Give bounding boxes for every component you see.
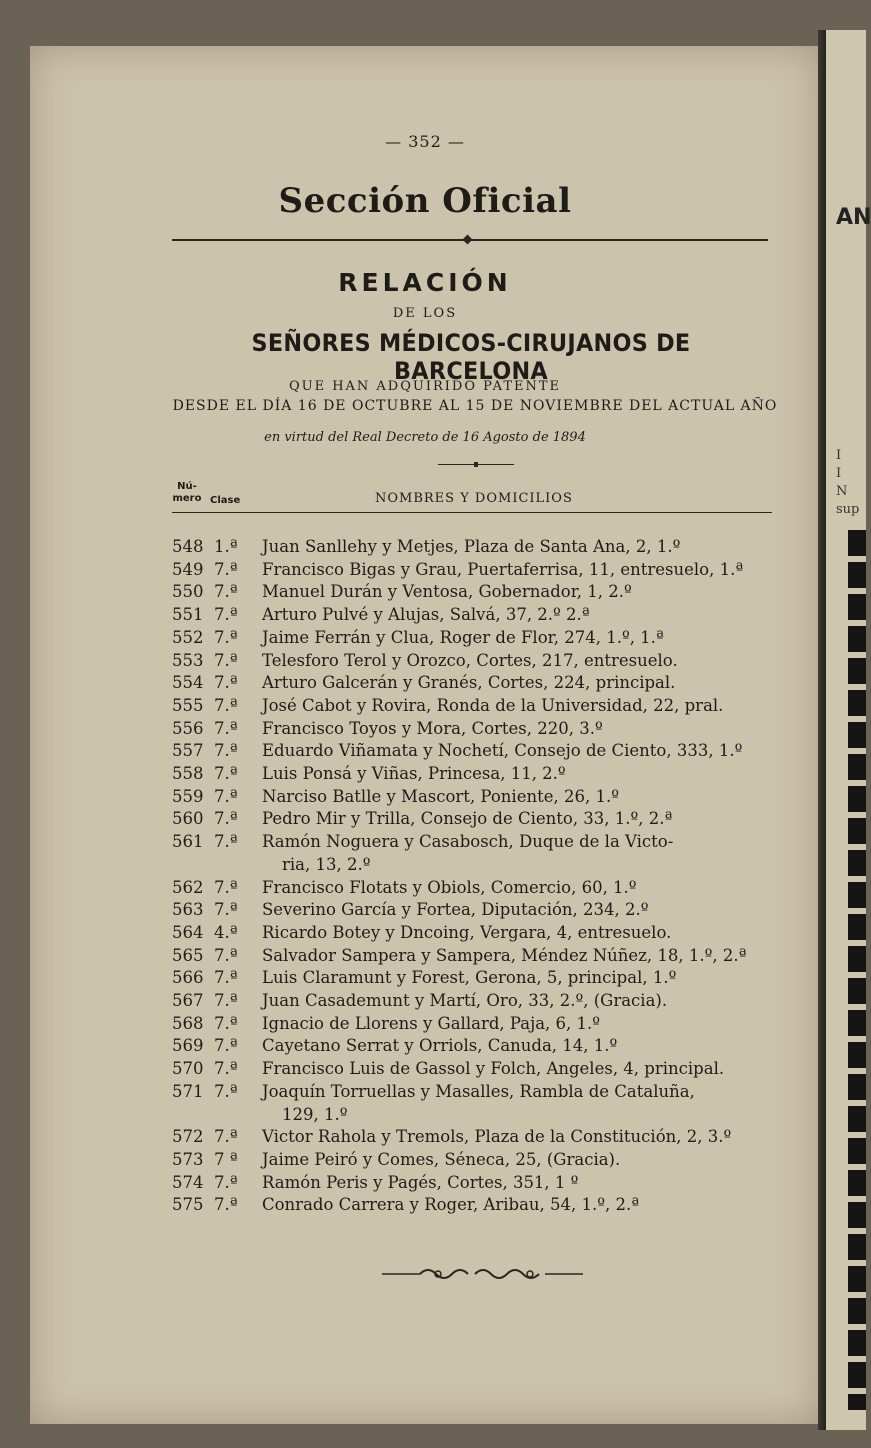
list-item bbox=[170, 1126, 795, 1149]
entry-text bbox=[262, 1149, 795, 1172]
entry-name-address: Francisco Bigas y Grau, Puertaferrisa, 11, entresuelo, 1.ª bbox=[262, 559, 744, 579]
entry-class: 7.ª bbox=[214, 1059, 238, 1079]
document-page bbox=[30, 46, 820, 1424]
entry-class: 7.ª bbox=[214, 695, 238, 715]
entry-class: 7.ª bbox=[214, 809, 238, 829]
entry-number: 564 bbox=[172, 922, 204, 942]
entry-name-address: Francisco Luis de Gassol y Folch, Angeles, 4, principal. bbox=[262, 1059, 725, 1079]
entry-number: 561 bbox=[172, 832, 204, 852]
entry-number: 559 bbox=[172, 786, 204, 806]
list-item bbox=[170, 650, 795, 673]
entry-class: 7.ª bbox=[214, 741, 238, 761]
entry-number: 575 bbox=[172, 1195, 204, 1215]
entry-class: 7.ª bbox=[214, 1081, 238, 1101]
entry-name-address: Jaime Ferrán y Clua, Roger de Flor, 274, 1.º, 1.ª bbox=[262, 627, 664, 647]
entry-name-address: Juan Casademunt y Martí, Oro, 33, 2.º, (Gracia). bbox=[262, 991, 668, 1011]
entry-text bbox=[262, 1172, 795, 1195]
list-item bbox=[170, 559, 795, 582]
entry-name-address: Ricardo Botey y Dncoing, Vergara, 4, entresuelo. bbox=[262, 922, 672, 942]
entry-class: 7.ª bbox=[214, 582, 238, 602]
list-item bbox=[170, 581, 795, 604]
entry-name-address: Pedro Mir y Trilla, Consejo de Ciento, 33, 1.º, 2.ª bbox=[262, 809, 673, 829]
list-item bbox=[170, 1013, 795, 1036]
list-item bbox=[170, 1194, 795, 1217]
entry-text bbox=[262, 627, 795, 650]
list-item bbox=[170, 536, 795, 559]
list-item bbox=[170, 808, 795, 831]
entry-name-address: Severino García y Fortea, Diputación, 234, 2.º bbox=[262, 900, 649, 920]
list-item bbox=[170, 967, 795, 990]
entry-text bbox=[262, 990, 795, 1013]
entry-class: 7.ª bbox=[214, 605, 238, 625]
short-rule bbox=[438, 464, 514, 465]
next-page-fragment-3: N bbox=[836, 484, 848, 499]
entry-number: 551 bbox=[172, 605, 204, 625]
entry-class: 7.ª bbox=[214, 877, 238, 897]
entry-class: 7 ª bbox=[214, 1149, 238, 1169]
entry-text bbox=[262, 808, 795, 831]
entry-name-address: José Cabot y Rovira, Ronda de la Universidad, 22, pral. bbox=[262, 695, 724, 715]
entry-text bbox=[262, 695, 795, 718]
entry-number: 548 bbox=[172, 537, 204, 556]
header-numero-1: Nú- bbox=[177, 481, 197, 492]
entry-number: 563 bbox=[172, 900, 204, 920]
entry-text bbox=[262, 877, 795, 900]
entry-name-address: Victor Rahola y Tremols, Plaza de la Constitución, 2, 3.º bbox=[262, 1127, 732, 1147]
list-item bbox=[170, 786, 795, 809]
entry-text bbox=[262, 1035, 795, 1058]
entry-class: 7.ª bbox=[214, 764, 238, 784]
list-item bbox=[170, 695, 795, 718]
list-item bbox=[170, 763, 795, 786]
entry-name-address: Ramón Peris y Pagés, Cortes, 351, 1 º bbox=[262, 1172, 579, 1192]
next-page-fragment-0: AN bbox=[836, 205, 871, 230]
list-item bbox=[170, 877, 795, 900]
entry-class: 7.ª bbox=[214, 1036, 238, 1056]
entry-text bbox=[262, 672, 795, 695]
entry-name-address: Ramón Noguera y Casabosch, Duque de la Victo- bbox=[262, 832, 674, 852]
entry-class: 7.ª bbox=[214, 1127, 238, 1147]
entry-class: 1.ª bbox=[214, 537, 238, 556]
entry-name-address: Narciso Batlle y Mascort, Poniente, 26, 1.º bbox=[262, 786, 619, 806]
entry-number: 558 bbox=[172, 764, 204, 784]
subtitle-2: DESDE EL DÍA 16 DE OCTUBRE AL 15 DE NOVIEMBRE DEL ACTUAL AÑO bbox=[172, 398, 778, 414]
entry-number: 568 bbox=[172, 1013, 204, 1033]
entry-class: 7.ª bbox=[214, 832, 238, 852]
rule-ornament bbox=[463, 235, 473, 245]
list-item bbox=[170, 831, 795, 876]
entry-text bbox=[262, 967, 795, 990]
entry-continuation: 129, 1.º bbox=[282, 1104, 348, 1124]
next-page-dark-border bbox=[848, 530, 866, 1410]
entry-class: 7.ª bbox=[214, 650, 238, 670]
header-numero bbox=[172, 481, 202, 505]
next-page-fragment-1: I bbox=[836, 448, 842, 463]
next-page-edge bbox=[826, 30, 871, 1430]
entry-name-address: Jaime Peiró y Comes, Séneca, 25, (Gracia). bbox=[262, 1149, 621, 1169]
entry-number: 565 bbox=[172, 945, 204, 965]
entry-class: 7.ª bbox=[214, 627, 238, 647]
entry-number: 570 bbox=[172, 1059, 204, 1079]
entry-number: 549 bbox=[172, 559, 204, 579]
list-item bbox=[170, 1035, 795, 1058]
entry-name-address: Conrado Carrera y Roger, Aribau, 54, 1.º, 2.ª bbox=[262, 1195, 640, 1215]
end-ornament bbox=[380, 1264, 585, 1284]
next-page-fragment-2: I bbox=[836, 466, 842, 481]
entry-class: 7.ª bbox=[214, 945, 238, 965]
page-number: — 352 — bbox=[385, 132, 465, 151]
list-item bbox=[170, 1172, 795, 1195]
list-item bbox=[170, 604, 795, 627]
entry-class: 7.ª bbox=[214, 1195, 238, 1215]
entry-text bbox=[262, 740, 795, 763]
entry-name-address: Arturo Pulvé y Alujas, Salvá, 37, 2.º 2.ª bbox=[262, 605, 590, 625]
main-title: SEÑORES MÉDICOS-CIRUJANOS DE BARCELONA bbox=[251, 329, 691, 385]
entry-number: 556 bbox=[172, 718, 204, 738]
entry-text bbox=[262, 899, 795, 922]
entry-class: 7.ª bbox=[214, 968, 238, 988]
header-names: NOMBRES Y DOMICILIOS bbox=[375, 491, 573, 506]
list-item bbox=[170, 1081, 795, 1126]
entry-number: 555 bbox=[172, 695, 204, 715]
entry-number: 554 bbox=[172, 673, 204, 693]
entry-number: 566 bbox=[172, 968, 204, 988]
entry-class: 7.ª bbox=[214, 991, 238, 1011]
entry-text bbox=[262, 1194, 795, 1217]
entry-name-address: Ignacio de Llorens y Gallard, Paja, 6, 1.º bbox=[262, 1013, 601, 1033]
next-page-fragment-4: sup bbox=[836, 502, 860, 517]
list-item bbox=[170, 1058, 795, 1081]
entry-name-address: Arturo Galcerán y Granés, Cortes, 224, principal. bbox=[262, 673, 676, 693]
header-rule bbox=[172, 512, 772, 513]
entry-number: 567 bbox=[172, 991, 204, 1011]
subtitle-3: en virtud del Real Decreto de 16 Agosto de 1894 bbox=[264, 430, 586, 445]
entry-text bbox=[262, 945, 795, 968]
entry-name-address: Francisco Toyos y Mora, Cortes, 220, 3.º bbox=[262, 718, 603, 738]
entry-number: 571 bbox=[172, 1081, 204, 1101]
list-item bbox=[170, 718, 795, 741]
entry-text bbox=[262, 763, 795, 786]
entry-text bbox=[262, 786, 795, 809]
list-item bbox=[170, 627, 795, 650]
list-item bbox=[170, 672, 795, 695]
entry-class: 7.ª bbox=[214, 673, 238, 693]
entry-text bbox=[262, 718, 795, 741]
entry-name-address: Luis Claramunt y Forest, Gerona, 5, principal, 1.º bbox=[262, 968, 677, 988]
list-item bbox=[170, 922, 795, 945]
entry-text bbox=[262, 1081, 795, 1126]
entry-name-address: Joaquín Torruellas y Masalles, Rambla de Cataluña, bbox=[262, 1081, 695, 1101]
entry-number: 557 bbox=[172, 741, 204, 761]
entry-continuation: ria, 13, 2.º bbox=[282, 854, 371, 874]
entry-number: 553 bbox=[172, 650, 204, 670]
entry-class: 7.ª bbox=[214, 1172, 238, 1192]
entry-number: 569 bbox=[172, 1036, 204, 1056]
entry-class: 7.ª bbox=[214, 1013, 238, 1033]
list-item bbox=[170, 899, 795, 922]
entry-class: 7.ª bbox=[214, 900, 238, 920]
heading: RELACIÓN bbox=[338, 268, 512, 297]
entry-name-address: Salvador Sampera y Sampera, Méndez Núñez, 18, 1.º, 2.ª bbox=[262, 945, 747, 965]
entry-text bbox=[262, 922, 795, 945]
entry-text bbox=[262, 581, 795, 604]
entry-text bbox=[262, 536, 795, 559]
entry-class: 4.ª bbox=[214, 922, 238, 942]
list-item bbox=[170, 740, 795, 763]
heading-sub: DE LOS bbox=[392, 306, 458, 321]
subtitle-1: QUE HAN ADQUIRIDO PATENTE bbox=[288, 379, 562, 394]
entry-number: 562 bbox=[172, 877, 204, 897]
list-item bbox=[170, 945, 795, 968]
entry-text bbox=[262, 1058, 795, 1081]
entry-class: 7.ª bbox=[214, 559, 238, 579]
entry-number: 550 bbox=[172, 582, 204, 602]
entry-name-address: Cayetano Serrat y Orriols, Canuda, 14, 1.º bbox=[262, 1036, 618, 1056]
section-title: Sección Oficial bbox=[278, 181, 572, 221]
entry-name-address: Francisco Flotats y Obiols, Comercio, 60, 1.º bbox=[262, 877, 637, 897]
entry-text bbox=[262, 604, 795, 627]
entry-text bbox=[262, 831, 795, 876]
entry-name-address: Telesforo Terol y Orozco, Cortes, 217, entresuelo. bbox=[262, 650, 678, 670]
title-rule bbox=[172, 239, 768, 241]
entry-class: 7.ª bbox=[214, 786, 238, 806]
entry-class: 7.ª bbox=[214, 718, 238, 738]
entry-name-address: Eduardo Viñamata y Nochetí, Consejo de Ciento, 333, 1.º bbox=[262, 741, 743, 761]
entry-number: 560 bbox=[172, 809, 204, 829]
entries-list bbox=[170, 536, 795, 1217]
entry-number: 574 bbox=[172, 1172, 204, 1192]
entry-name-address: Luis Ponsá y Viñas, Princesa, 11, 2.º bbox=[262, 764, 566, 784]
entry-name-address: Manuel Durán y Ventosa, Gobernador, 1, 2.º bbox=[262, 582, 632, 602]
entry-number: 572 bbox=[172, 1127, 204, 1147]
entry-text bbox=[262, 1013, 795, 1036]
entry-number: 552 bbox=[172, 627, 204, 647]
entry-text bbox=[262, 559, 795, 582]
entry-name-address: Juan Sanllehy y Metjes, Plaza de Santa Ana, 2, 1.º bbox=[262, 537, 681, 556]
list-item bbox=[170, 1149, 795, 1172]
list-item bbox=[170, 990, 795, 1013]
header-clase: Clase bbox=[210, 495, 241, 506]
entry-text bbox=[262, 1126, 795, 1149]
header-numero-2: mero bbox=[172, 493, 202, 504]
entry-number: 573 bbox=[172, 1149, 204, 1169]
rule-dot bbox=[474, 462, 478, 467]
entry-text bbox=[262, 650, 795, 673]
